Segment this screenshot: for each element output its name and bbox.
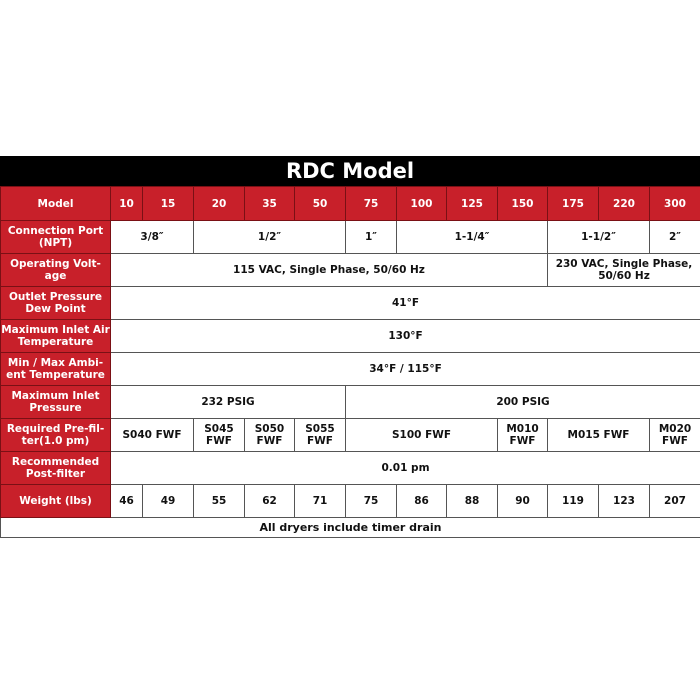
value-cell: 0.01 pm: [111, 452, 700, 485]
value-cell: 49: [143, 485, 194, 518]
max-inlet-pressure-row: [1, 386, 700, 419]
value-cell: 55: [194, 485, 245, 518]
value-cell: 119: [548, 485, 599, 518]
row-label: Recommended Post-filter: [1, 452, 111, 485]
operating-voltage-row: [1, 254, 700, 287]
value-cell: 1/2″: [194, 221, 346, 254]
model-cell: 300: [650, 187, 700, 221]
value-cell: 115 VAC, Single Phase, 50/60 Hz: [111, 254, 548, 287]
spec-table-container: [0, 156, 700, 538]
value-cell: 41°F: [111, 287, 700, 320]
value-cell: 2″: [650, 221, 700, 254]
value-cell: 123: [599, 485, 650, 518]
model-cell: 100: [397, 187, 447, 221]
row-label: Model: [1, 187, 111, 221]
connection-port-row: [1, 221, 700, 254]
value-cell: 46: [111, 485, 143, 518]
value-cell: S055 FWF: [295, 419, 346, 452]
footer-row: [1, 518, 700, 538]
row-label: Required Pre-fil-ter(1.0 pm): [1, 419, 111, 452]
model-cell: 75: [346, 187, 397, 221]
row-label: Min / Max Ambi-ent Temperature: [1, 353, 111, 386]
value-cell: S045 FWF: [194, 419, 245, 452]
model-cell: 50: [295, 187, 346, 221]
value-cell: 1″: [346, 221, 397, 254]
value-cell: S100 FWF: [346, 419, 498, 452]
outlet-dew-point-row: [1, 287, 700, 320]
value-cell: 86: [397, 485, 447, 518]
value-cell: 88: [447, 485, 498, 518]
value-cell: 232 PSIG: [111, 386, 346, 419]
model-cell: 20: [194, 187, 245, 221]
value-cell: 207: [650, 485, 700, 518]
prefilter-row: [1, 419, 700, 452]
spec-table: [0, 186, 700, 538]
row-label: Outlet Pressure Dew Point: [1, 287, 111, 320]
model-cell: 220: [599, 187, 650, 221]
row-label: Weight (lbs): [1, 485, 111, 518]
model-cell: 150: [498, 187, 548, 221]
value-cell: 75: [346, 485, 397, 518]
value-cell: 34°F / 115°F: [111, 353, 700, 386]
weight-row: [1, 485, 700, 518]
value-cell: S040 FWF: [111, 419, 194, 452]
value-cell: 1-1/2″: [548, 221, 650, 254]
model-cell: 175: [548, 187, 599, 221]
value-cell: M015 FWF: [548, 419, 650, 452]
row-label: Operating Volt-age: [1, 254, 111, 287]
table-title: RDC Model: [0, 156, 700, 186]
value-cell: 62: [245, 485, 295, 518]
max-inlet-air-temp-row: [1, 320, 700, 353]
model-cell: 125: [447, 187, 498, 221]
postfilter-row: [1, 452, 700, 485]
row-label: Maximum Inlet Pressure: [1, 386, 111, 419]
value-cell: 200 PSIG: [346, 386, 700, 419]
model-cell: 10: [111, 187, 143, 221]
footer-note: All dryers include timer drain: [1, 518, 700, 538]
value-cell: M020 FWF: [650, 419, 700, 452]
value-cell: 71: [295, 485, 346, 518]
value-cell: M010 FWF: [498, 419, 548, 452]
value-cell: 130°F: [111, 320, 700, 353]
value-cell: 90: [498, 485, 548, 518]
model-header-row: [1, 187, 700, 221]
row-label: Connection Port (NPT): [1, 221, 111, 254]
ambient-temp-row: [1, 353, 700, 386]
value-cell: 1-1/4″: [397, 221, 548, 254]
value-cell: 3/8″: [111, 221, 194, 254]
model-cell: 35: [245, 187, 295, 221]
row-label: Maximum Inlet Air Temperature: [1, 320, 111, 353]
value-cell: S050 FWF: [245, 419, 295, 452]
value-cell: 230 VAC, Single Phase, 50/60 Hz: [548, 254, 700, 287]
model-cell: 15: [143, 187, 194, 221]
